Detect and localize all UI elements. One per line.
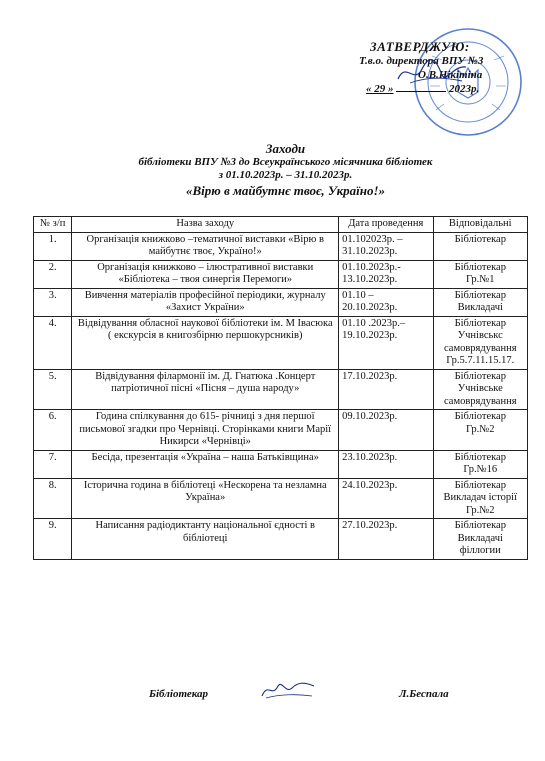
responsible-line: Гр.№2	[465, 423, 495, 435]
responsible-line: Бібліотекар	[454, 411, 506, 422]
table-row	[34, 232, 528, 260]
row-number: 9.	[34, 519, 72, 560]
table-header-row	[34, 217, 528, 233]
row-number: 4.	[34, 316, 72, 369]
row-number: 5.	[34, 369, 72, 410]
row-event-name: Організація книжково – ілюстративної виставки «Бібліотека – твоя синергія Перемоги»	[72, 260, 339, 288]
approval-date-day: « 29 »	[366, 83, 394, 95]
row-responsible	[433, 260, 527, 288]
responsible-line: Викладачі	[457, 302, 503, 313]
document-title: Заходи	[265, 141, 306, 156]
row-responsible	[433, 478, 527, 519]
row-event-name: Вивчення матеріалів професійної періодики, журналу «Захист України»	[72, 288, 339, 316]
table-row	[34, 450, 528, 478]
responsible-line: Бібліотекар	[454, 370, 506, 382]
responsible-line: Викладачі	[457, 532, 503, 544]
responsible-line: Учнівськс самоврядування	[444, 330, 517, 354]
responsible-line: Бібліотекар	[454, 451, 506, 463]
row-date: 09.10.2023р.	[339, 410, 433, 451]
row-event-name: Організація книжково –тематичної виставки «Вірю в майбутнє твоє, Україно!»	[72, 232, 339, 260]
col-responsible-header: Відповідальні	[433, 217, 527, 233]
responsible-line: Гр.5.7.11.15.17.	[446, 355, 515, 366]
row-date: 24.10.2023р.	[339, 478, 433, 519]
responsible-line: Бібліотекар	[454, 317, 506, 329]
footer-role: Бібліотекар	[149, 688, 209, 700]
row-date: 23.10.2023р.	[339, 450, 433, 478]
col-name-header: Назва заходу	[72, 217, 339, 233]
footer-name: Л.Беспала	[399, 688, 449, 700]
responsible-line: філлогии	[459, 545, 501, 556]
row-event-name: Відвідування обласної наукової бібліотеки ім. М Івасюка ( екскурсія в книгозбірню першокурсників)	[72, 316, 339, 369]
responsible-line: Бібліотекар	[454, 479, 506, 491]
row-date: 01.10 – 20.10.2023р.	[339, 288, 433, 316]
responsible-line: Гр.№16	[463, 464, 498, 475]
director-signature	[392, 55, 472, 89]
row-date: 01.10 .2023р.– 19.10.2023р.	[339, 316, 433, 369]
col-number-header: № з/п	[34, 217, 72, 233]
librarian-signature	[258, 676, 318, 704]
row-date: 01.102023р. – 31.10.2023р.	[339, 232, 433, 260]
row-number: 3.	[34, 288, 72, 316]
responsible-line: Бібліотекар	[454, 289, 506, 301]
table-row	[34, 260, 528, 288]
responsible-line: Викладач історії	[443, 492, 517, 503]
row-responsible	[433, 369, 527, 410]
row-responsible	[433, 410, 527, 451]
approval-position: Т.в.о. директора ВПУ №3	[359, 55, 484, 67]
row-number: 2.	[34, 260, 72, 288]
row-event-name: Написання радіодиктанту національної єдності в бібліотеці	[72, 519, 339, 560]
row-event-name: Година спілкування до 615- річниці з дня першої письмової згадки про Чернівці. Сторінками книги Марії Никирси «Чернівці»	[72, 410, 339, 451]
row-number: 7.	[34, 450, 72, 478]
table-row	[34, 519, 528, 560]
responsible-line: Бібліотекар	[454, 520, 506, 531]
row-responsible	[433, 450, 527, 478]
row-responsible	[433, 288, 527, 316]
approval-date-year: 2023р.	[449, 83, 480, 95]
row-date: 01.10.2023р.- 13.10.2023р.	[339, 260, 433, 288]
table-row	[34, 288, 528, 316]
responsible-line: Бібліотекар	[454, 261, 506, 273]
responsible-line: Учнівське самоврядування	[444, 383, 517, 407]
row-event-name: Історична година в бібліотеці «Нескорена та незламна Україна»	[72, 478, 339, 519]
col-date-header: Дата проведення	[339, 217, 433, 233]
row-number: 8.	[34, 478, 72, 519]
row-event-name: Відвідування філармонії ім. Д. Гнатюка .Концерт патріотичної пісні «Пісня – душа народу»	[72, 369, 339, 410]
responsible-line: Гр.№1	[465, 274, 495, 285]
row-date: 17.10.2023р.	[339, 369, 433, 410]
responsible-line: Гр.№2	[465, 504, 495, 516]
approval-director: О.В.Нікітіна	[418, 69, 483, 81]
row-event-name: Бесіда, презентація «Україна – наша Батьківщина»	[72, 450, 339, 478]
row-number: 1.	[34, 232, 72, 260]
row-responsible	[433, 316, 527, 369]
table-row	[34, 410, 528, 451]
table-row	[34, 369, 528, 410]
row-responsible	[433, 519, 527, 560]
row-number: 6.	[34, 410, 72, 451]
document-motto: «Вірю в майбутнє твоє, Україно!»	[185, 183, 386, 198]
events-table	[33, 216, 528, 560]
responsible-line: Бібліотекар	[454, 233, 506, 245]
table-row	[34, 316, 528, 369]
row-responsible	[433, 232, 527, 260]
document-period: з 01.10.2023р. – 31.10.2023р.	[218, 169, 353, 181]
document-subtitle: бібліотеки ВПУ №3 до Всеукраїнського місячника бібліотек	[138, 156, 433, 168]
approval-heading: ЗАТВЕРДЖУЮ:	[370, 39, 470, 54]
table-row	[34, 478, 528, 519]
row-date: 27.10.2023р.	[339, 519, 433, 560]
document-title-block	[0, 141, 545, 199]
